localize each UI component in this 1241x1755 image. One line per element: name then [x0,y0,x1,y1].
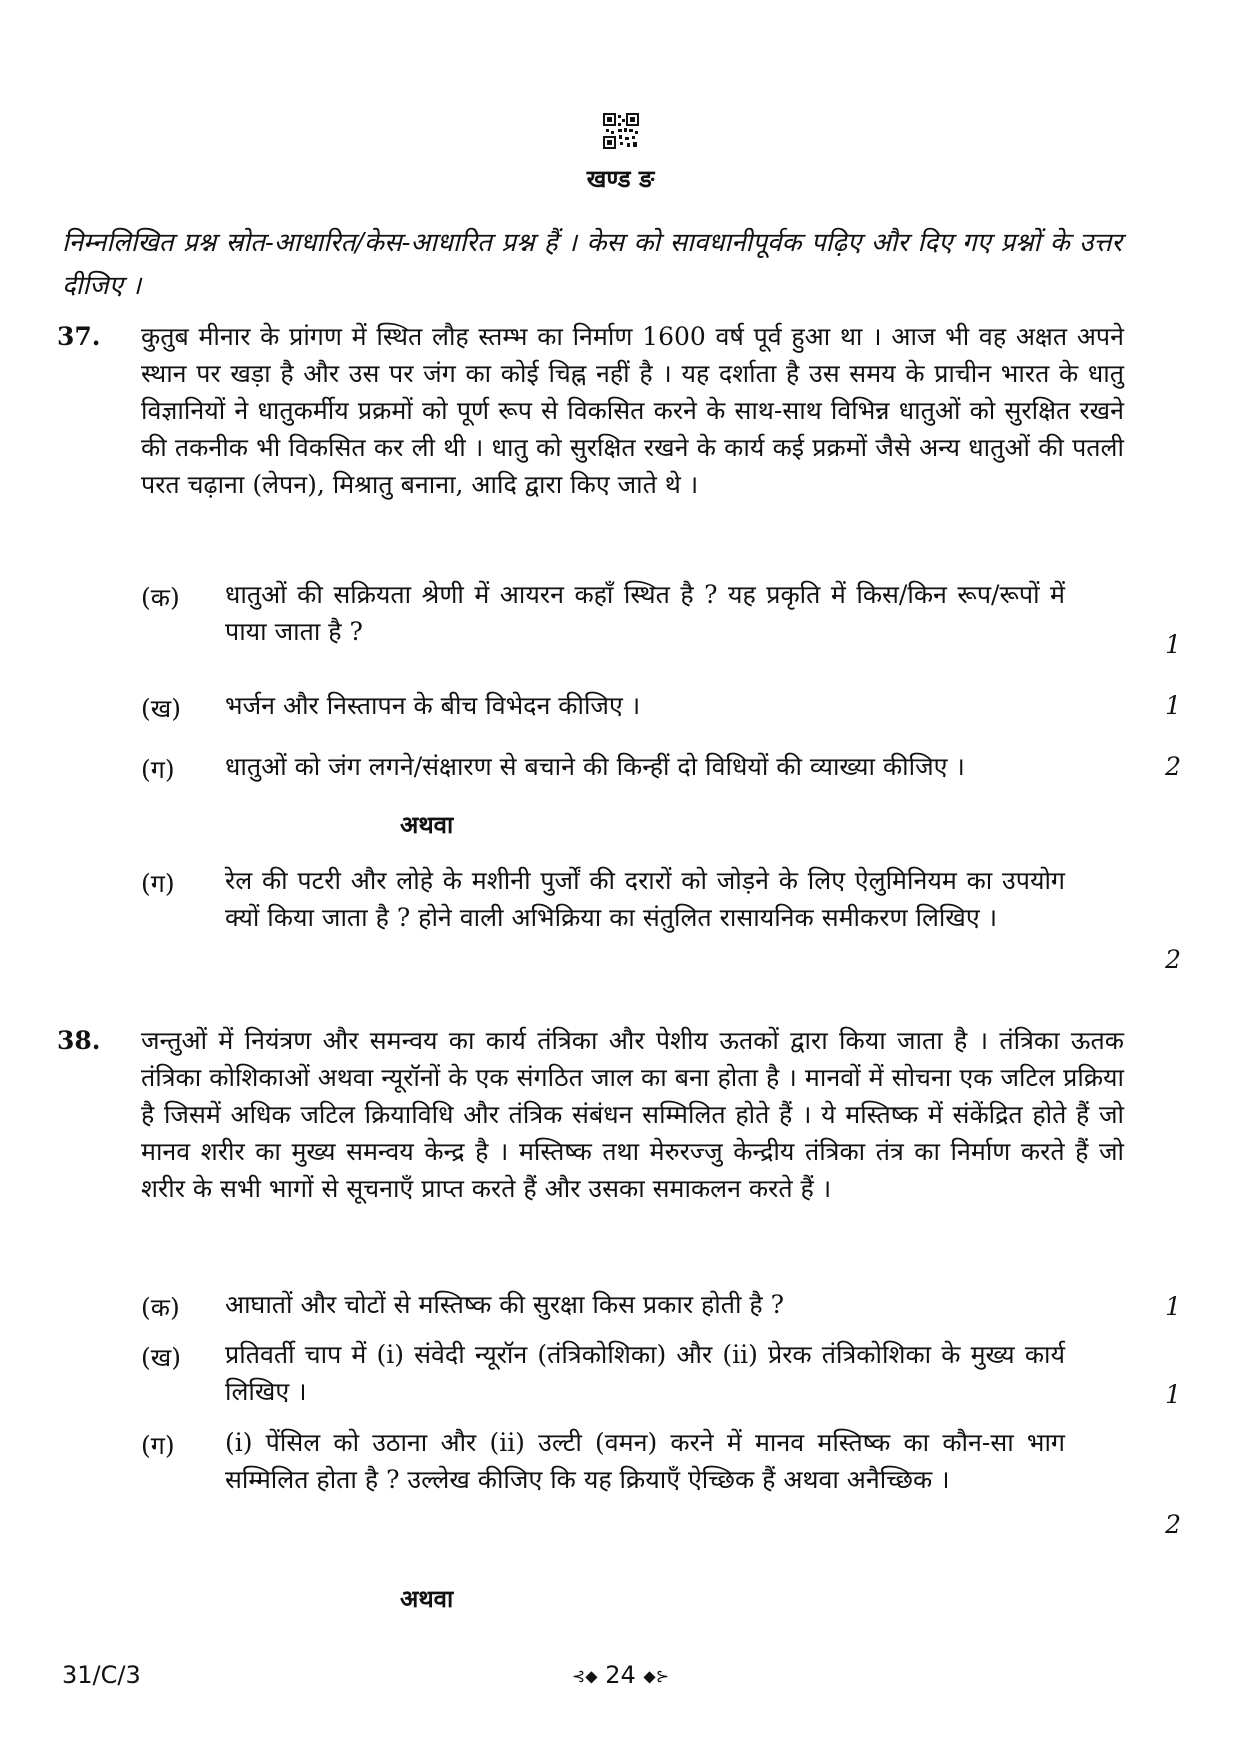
question-38-number: 38. [57,1026,101,1055]
q37-c-marks: 2 [1165,752,1181,781]
q37-c-alt-marks: 2 [1165,945,1181,974]
q38-a-text: आघातों और चोटों से मस्तिष्क की सुरक्षा किस प्रकार होती है ? [225,1290,785,1319]
question-37-number: 37. [57,322,101,351]
qr-code-icon [603,113,639,149]
q37-or-label: अथवा [400,810,454,839]
page-number-value: 24 [605,1661,636,1689]
question-38-passage: जन्तुओं में नियंत्रण और समन्वय का कार्य तंत्रिका और पेशीय ऊतकों द्वारा किया जाता है । तंत्रिका ऊतक तंत्रिका कोशिकाओं अथवा न्यूरॉनों के एक संगठित जाल का बना होता है । मानवों में सोचना एक जटिल प्रक्रिया है जिसमें अधिक जटिल क्रियाविधि और तंत्रिक संबंधन सम्मिलित होते हैं । ये मस्तिष्क में संकेंद्रित होते हैं जो मानव शरीर का मुख्य समन्वय केन्द्र है । मस्तिष्क तथा मेरुरज्जु केन्द्रीय तंत्रिका तंत्र का निर्माण करते हैं जो शरीर के सभी भागों से सूचनाएँ प्राप्त करते हैं और उसका समाकलन करते हैं । [141,1026,1124,1203]
q37-c-alt-label: (ग) [141,869,175,898]
paper-code: 31/C/3 [62,1661,141,1689]
question-37-passage: कुतुब मीनार के प्रांगण में स्थित लौह स्तम्भ का निर्माण 1600 वर्ष पूर्व हुआ था । आज भी वह अक्षत अपने स्थान पर खड़ा है और उस पर जंग का कोई चिह्न नहीं है । यह दर्शाता है उस समय के प्राचीन भारत के धातु विज्ञानियों ने धातुकर्मीय प्रक्रमों को पूर्ण रूप से विकसित करने के साथ-साथ विभिन्न धातुओं को सुरक्षित रखने की तकनीक भी विकसित कर ली थी । धातु को सुरक्षित रखने के कार्य कई प्रक्रमों जैसे अन्य धातुओं की पतली परत चढ़ाना (लेपन), मिश्रातु बनाना, आदि द्वारा किए जाते थे । [141,322,1124,499]
q37-b-text: भर्जन और निस्तापन के बीच विभेदन कीजिए । [225,691,641,720]
diamond-ornament-left-icon: ⊰◆ [571,1666,598,1686]
q38-b-marks: 1 [1165,1380,1181,1409]
instructions: निम्नलिखित प्रश्न स्रोत-आधारित/केस-आधारित प्रश्न हैं । केस को सावधानीपूर्वक पढ़िए और दिए गए प्रश्नों के उत्तर दीजिए । [62,228,1122,301]
q38-or-label: अथवा [400,1584,454,1613]
q38-b-text: प्रतिवर्ती चाप में (i) संवेदी न्यूरॉन (तंत्रिकोशिका) और (ii) प्रेरक तंत्रिकोशिका के मुख्य कार्य लिखिए । [225,1340,1065,1406]
q37-c-alt-text: रेल की पटरी और लोहे के मशीनी पुर्जों की दरारों को जोड़ने के लिए ऐलुमिनियम का उपयोग क्यों किया जाता है ? होने वाली अभिक्रिया का संतुलित रासायनिक समीकरण लिखिए । [225,866,1065,932]
q38-a-label: (क) [141,1293,180,1322]
section-title: खण्ड ङ [586,164,655,193]
q38-c-marks: 2 [1165,1510,1181,1539]
q38-a-marks: 1 [1165,1292,1181,1321]
q37-c-label: (ग) [141,755,175,784]
q37-a-marks: 1 [1165,630,1181,659]
q37-a-text: धातुओं की सक्रियता श्रेणी में आयरन कहाँ स्थित है ? यह प्रकृति में किस/किन रूप/रूपों में पाया जाता है ? [225,580,1065,646]
q37-b-marks: 1 [1165,691,1181,720]
q37-a-label: (क) [141,583,180,612]
diamond-ornament-right-icon: ◆⊱ [643,1666,670,1686]
q38-c-text: (i) पेंसिल को उठाना और (ii) उल्टी (वमन) करने में मानव मस्तिष्क का कौन-सा भाग सम्मिलित होता है ? उल्लेख कीजिए कि यह क्रियाएँ ऐच्छिक हैं अथवा अनैच्छिक । [225,1428,1065,1494]
q38-b-label: (ख) [141,1343,181,1372]
q37-b-label: (ख) [141,694,181,723]
q37-c-text: धातुओं को जंग लगने/संक्षारण से बचाने की किन्हीं दो विधियों की व्याख्या कीजिए । [225,752,965,781]
q38-c-label: (ग) [141,1431,175,1460]
page-number [0,1661,1241,1689]
